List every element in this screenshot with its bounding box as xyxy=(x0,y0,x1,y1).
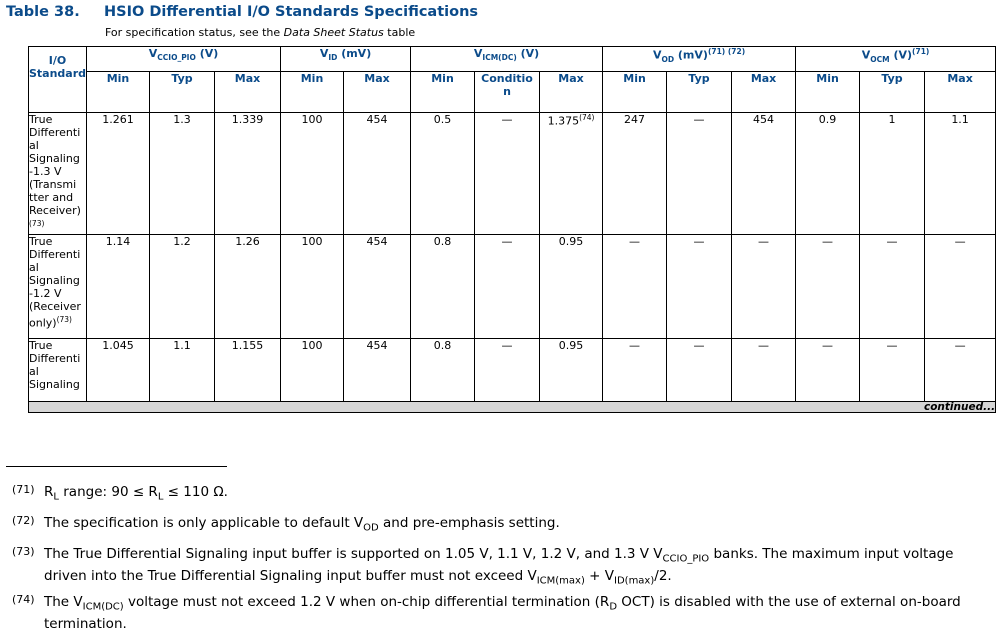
column-subheader: Typ xyxy=(667,72,732,113)
footnote-number: (74) xyxy=(12,593,35,606)
value-cell: — xyxy=(667,235,732,339)
value-cell: — xyxy=(667,113,732,235)
column-subheader: Max xyxy=(732,72,796,113)
value-cell: 1.1 xyxy=(150,339,215,402)
value-cell: 0.95 xyxy=(540,235,603,339)
footnote-ref[interactable]: (73) xyxy=(29,219,45,228)
group-header: $V_{ICM(DC)}$ (V) xyxy=(411,47,603,72)
value-cell: 1.1 xyxy=(925,113,996,235)
value-cell: — xyxy=(796,235,860,339)
table-row xyxy=(29,113,996,235)
value-cell: 1.155 xyxy=(215,339,281,402)
group-header: $V_{CCIO\_PIO}$ (V) xyxy=(87,47,281,72)
value-cell: 1.2 xyxy=(150,235,215,339)
continued-bar: continued... xyxy=(29,402,996,413)
value-cell: 100 xyxy=(281,235,344,339)
hsio-spec-table xyxy=(28,46,996,413)
table-row xyxy=(29,339,996,402)
column-subheader: Max xyxy=(215,72,281,113)
column-subheader: Min xyxy=(603,72,667,113)
footnote-rule xyxy=(6,466,227,467)
value-cell: 0.8 xyxy=(411,339,475,402)
value-cell: 100 xyxy=(281,113,344,235)
footnote-ref[interactable]: (73) xyxy=(56,315,72,324)
value-cell: 1 xyxy=(860,113,925,235)
column-subheader: Conditio n xyxy=(475,72,540,113)
footnote-text: The specification is only applicable to default $V_{OD}$ and pre-emphasis setting. xyxy=(44,515,560,534)
footnote-ref[interactable]: (74) xyxy=(579,113,595,122)
value-cell: 0.8 xyxy=(411,235,475,339)
value-cell: — xyxy=(925,339,996,402)
value-cell: 1.375$^{(74)}$ xyxy=(540,113,603,235)
column-subheader: Typ xyxy=(860,72,925,113)
value-cell: — xyxy=(603,339,667,402)
value-cell: 0.5 xyxy=(411,113,475,235)
footnote-number: (71) xyxy=(12,483,35,496)
column-subheader: Max xyxy=(925,72,996,113)
table-row xyxy=(29,235,996,339)
group-header: $V_{OCM}$ (V)$^{(71)}$ xyxy=(796,47,996,72)
value-cell: — xyxy=(667,339,732,402)
value-cell: 247 xyxy=(603,113,667,235)
group-header: $V_{ID}$ (mV) xyxy=(281,47,411,72)
io-standard-cell: True Differenti al Signaling xyxy=(29,339,87,402)
value-cell: — xyxy=(475,113,540,235)
status-note: For specification status, see the Data Sheet Status table xyxy=(105,26,416,39)
footnote-text: The $V_{ICM(DC)}$ voltage must not exceed 1.2 V when on-chip differential termination ($R_D$ OCT) is disabled with the use of external on-board termination. xyxy=(44,594,961,632)
column-subheader: Min xyxy=(796,72,860,113)
value-cell: 100 xyxy=(281,339,344,402)
value-cell: — xyxy=(603,235,667,339)
footnote-number: (73) xyxy=(12,545,35,558)
table-title: HSIO Differential I/O Standards Specifications xyxy=(104,4,479,20)
io-standard-header: I/O Standard xyxy=(29,47,87,113)
column-subheader: Max xyxy=(540,72,603,113)
value-cell: — xyxy=(796,339,860,402)
column-subheader: Min xyxy=(281,72,344,113)
value-cell: — xyxy=(860,235,925,339)
value-cell: — xyxy=(475,235,540,339)
footnote-text: The True Differential Signaling input buffer is supported on 1.05 V, 1.1 V, 1.2 V, and 1.3 V $V_{CCIO\_PIO}$ banks. The maximum input voltage driven into the True Differential Signaling input buffer must not exceed $V_{ICM(max)} + V_{ID(max)}/2$. xyxy=(44,546,954,587)
table-caption xyxy=(6,4,478,20)
value-cell: 0.95 xyxy=(540,339,603,402)
value-cell: 1.14 xyxy=(87,235,150,339)
footnote-number: (72) xyxy=(12,514,35,527)
io-standard-cell: True Differenti al Signaling -1.2 V (Receiver only)$^{(73)}$ xyxy=(29,235,87,339)
column-subheader: Typ xyxy=(150,72,215,113)
value-cell: 454 xyxy=(732,113,796,235)
value-cell: — xyxy=(925,235,996,339)
value-cell: 1.045 xyxy=(87,339,150,402)
value-cell: — xyxy=(732,235,796,339)
group-header: $V_{OD}$ (mV)$^{(71) (72)}$ xyxy=(603,47,796,72)
io-standard-cell: True Differenti al Signaling -1.3 V (Transmi tter and Receiver)$^{(73)}$ xyxy=(29,113,87,235)
value-cell: — xyxy=(475,339,540,402)
value-cell: 454 xyxy=(344,339,411,402)
value-cell: 1.26 xyxy=(215,235,281,339)
value-cell: 1.3 xyxy=(150,113,215,235)
value-cell: 454 xyxy=(344,235,411,339)
column-subheader: Max xyxy=(344,72,411,113)
column-subheader: Min xyxy=(87,72,150,113)
data-sheet-status-link[interactable]: Data Sheet Status xyxy=(283,26,384,39)
value-cell: 454 xyxy=(344,113,411,235)
value-cell: 1.261 xyxy=(87,113,150,235)
table-number: Table 38. xyxy=(6,4,80,20)
value-cell: — xyxy=(860,339,925,402)
footnote-text: $R_L$ range: $90 \le R_L \le 110$ Ω. xyxy=(44,484,228,503)
value-cell: 0.9 xyxy=(796,113,860,235)
value-cell: — xyxy=(732,339,796,402)
value-cell: 1.339 xyxy=(215,113,281,235)
column-subheader: Min xyxy=(411,72,475,113)
